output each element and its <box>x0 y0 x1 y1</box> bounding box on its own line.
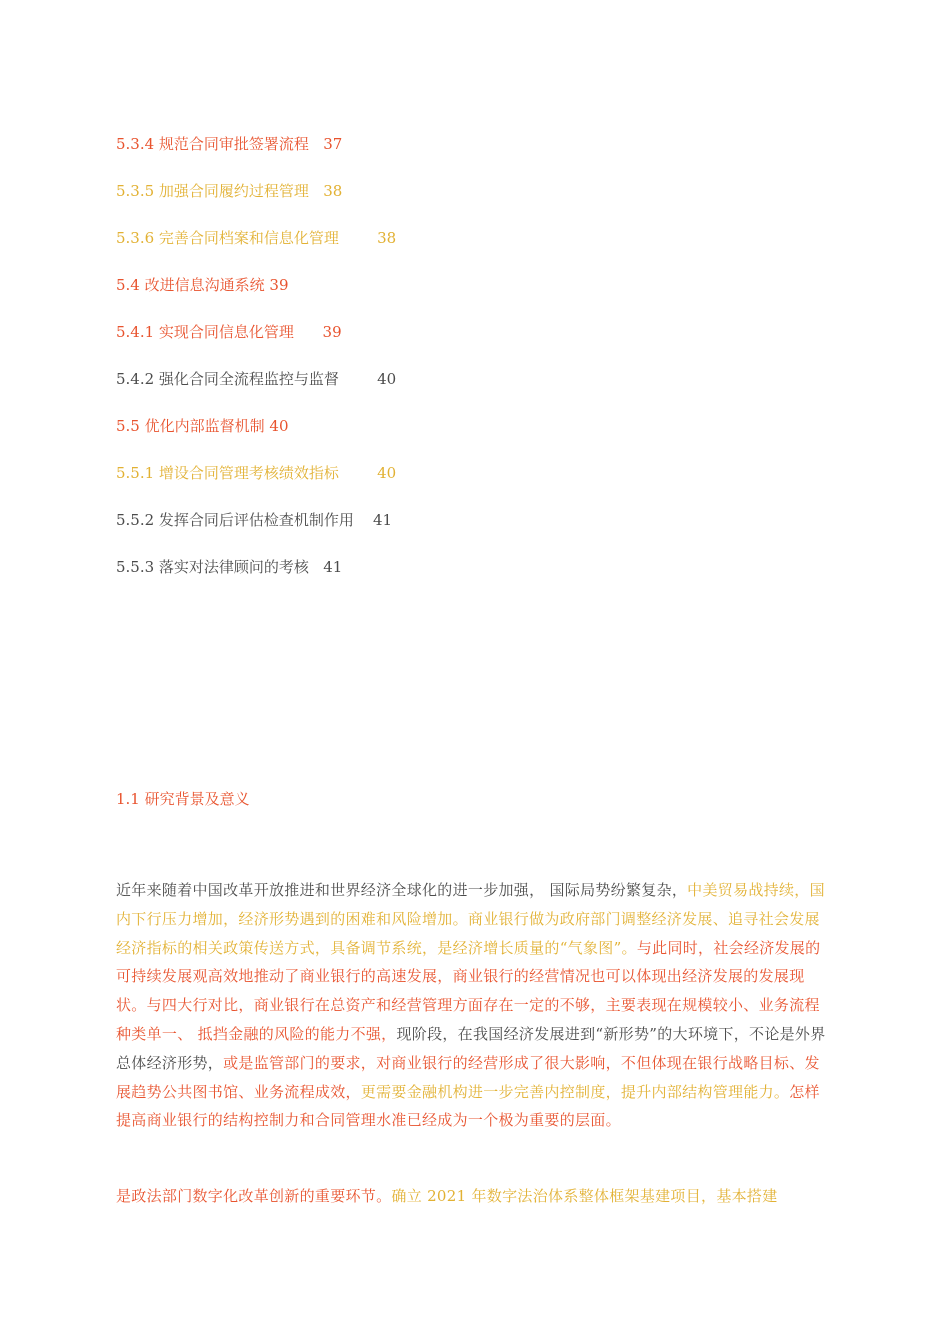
toc-entry[interactable] <box>116 177 396 224</box>
paragraph-segment: 或是监管部门的要求，对商业银行的经营形成了很大影响，不但体现在银行战略目标、发展趋势公共图书馆、业务流程成效， <box>116 1053 820 1101</box>
toc-entry-label: 5.4.2 强化合同全流程监控与监督 <box>116 370 339 388</box>
toc-entry-label: 5.5.2 发挥合同后评估检查机制作用 <box>116 511 354 529</box>
toc-page-number: 40 <box>377 370 397 388</box>
toc-entry-label: 5.4.1 实现合同信息化管理 <box>116 323 294 341</box>
toc-entry-label: 5.3.5 加强合同履约过程管理 <box>116 182 309 200</box>
paragraph-segment: 中美贸易战持续，国内下行压力增加，经济形势遇到的困难和风险增加。商业银行做为政府部门调整经济发展、追寻社会发展经济指标的相关政策传送方式，具备调节系统，是经济增长质量的“气象图”。 <box>116 881 825 957</box>
toc-entry[interactable] <box>116 318 396 365</box>
toc-entry-label: 5.5 优化内部监督机制 <box>116 417 265 435</box>
toc-entry-label: 5.5.3 落实对法律顾问的考核 <box>116 558 309 576</box>
toc-entry[interactable] <box>116 553 396 600</box>
toc-page-number: 41 <box>373 511 393 529</box>
toc-page-number: 39 <box>269 276 289 294</box>
paragraph-segment: 近年来随着中国改革开放推进和世界经济全球化的进一步加强， 国际局势纷繁复杂， <box>116 881 688 899</box>
table-of-contents <box>116 130 396 600</box>
toc-page-number: 38 <box>323 182 343 200</box>
toc-entry-label: 5.3.4 规范合同审批签署流程 <box>116 135 309 153</box>
toc-entry[interactable] <box>116 506 396 553</box>
toc-entry[interactable] <box>116 130 396 177</box>
body-paragraph <box>116 1182 830 1211</box>
toc-entry[interactable] <box>116 271 396 318</box>
toc-page-number: 41 <box>323 558 343 576</box>
toc-entry[interactable] <box>116 459 396 506</box>
paragraph-segment: 与此同时，社会经济发展的可持续发展观高效地推动了商业银行的高速发展，商业银行的经营情况也可以体现出经济发展的发展现状。与四大行对比，商业银行在总资产和经营管理方面存在一定的不够，主要表现在规模较小、业务流程种类单一、 抵挡金融的风险的能力不强， <box>116 938 821 1043</box>
toc-entry-label: 5.5.1 增设合同管理考核绩效指标 <box>116 464 339 482</box>
toc-page-number: 40 <box>377 464 397 482</box>
toc-entry-label: 5.4 改进信息沟通系统 <box>116 276 265 294</box>
toc-entry[interactable] <box>116 412 396 459</box>
paragraph-segment: 是政法部门数字化改革创新的重要环节。 <box>116 1187 392 1205</box>
toc-page-number: 40 <box>269 417 289 435</box>
toc-page-number: 37 <box>323 135 343 153</box>
toc-entry[interactable] <box>116 365 396 412</box>
paragraph-segment: 更需要金融机构进一步完善内控制度，提升内部结构管理能力。 <box>360 1082 790 1101</box>
toc-entry-label: 5.3.6 完善合同档案和信息化管理 <box>116 229 339 247</box>
toc-page-number: 39 <box>322 323 342 341</box>
body-paragraph <box>116 876 830 1135</box>
toc-page-number: 38 <box>377 229 397 247</box>
toc-entry[interactable] <box>116 224 396 271</box>
paragraph-segment: 现阶段，在我国经济发展进到“新形势”的大环境下，不论是外界总体经济形势， <box>116 1024 826 1072</box>
section-heading: 1.1 研究背景及意义 <box>116 790 250 808</box>
paragraph-segment: 怎样提高商业银行的结构控制力和合同管理水准已经成为一个极为重要的层面。 <box>116 1082 820 1130</box>
paragraph-segment: 确立 2021 年数字法治体系整体框架基建项目，基本搭建 <box>391 1187 778 1205</box>
